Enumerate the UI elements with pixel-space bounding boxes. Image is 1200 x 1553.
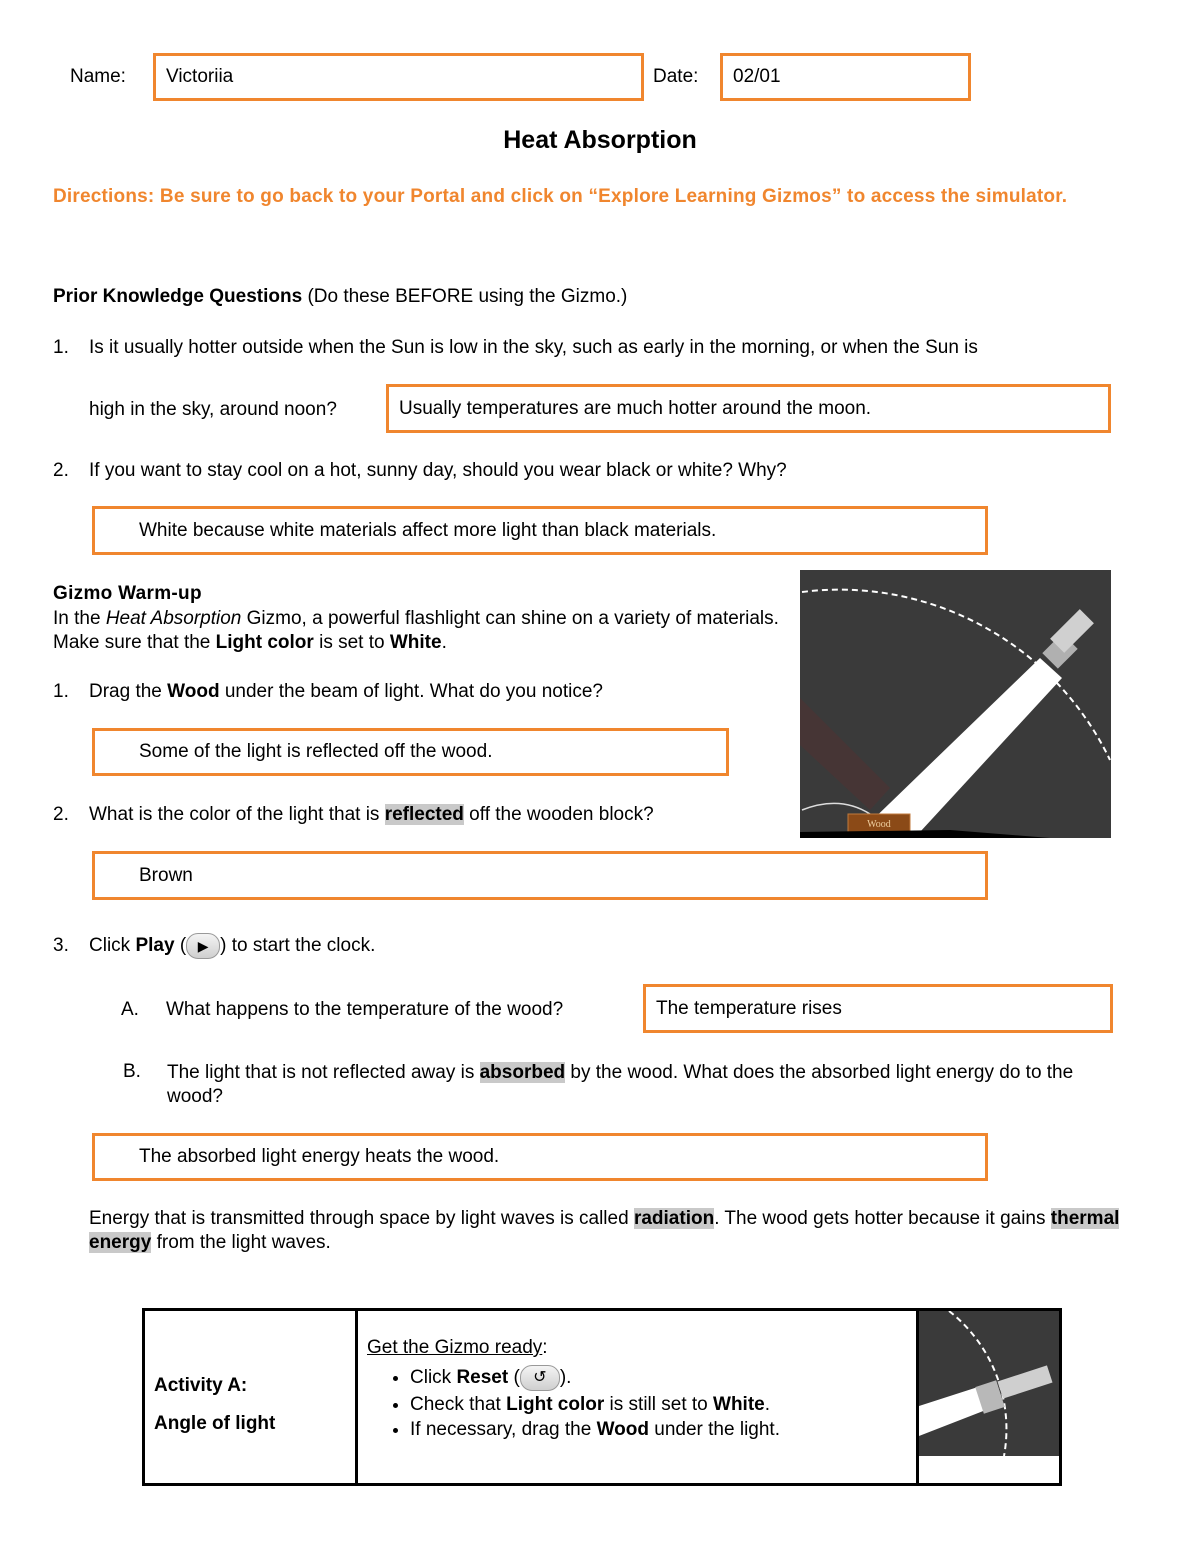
- ready-heading-colon: :: [542, 1337, 548, 1358]
- activity-label: [145, 1311, 355, 1443]
- ready-step: [410, 1365, 916, 1391]
- warmup-intro-italic: Heat Absorption: [105, 608, 242, 629]
- step-part: .: [764, 1394, 771, 1415]
- warmup-q2-text: [89, 804, 654, 826]
- warmup-qa-answer-field[interactable]: [643, 984, 1113, 1033]
- activity-ready-heading: [358, 1311, 916, 1359]
- warmup-q2-answer-field[interactable]: [92, 851, 988, 900]
- prior-q1-number: 1.: [53, 337, 69, 358]
- prior-q2-number: 2.: [53, 460, 69, 481]
- date-value: 02/01: [733, 66, 781, 87]
- ready-steps-list: [358, 1365, 916, 1441]
- warmup-q3-part: ) to start the clock.: [220, 935, 376, 957]
- warmup-q3-part: Click: [89, 935, 136, 957]
- warmup-q2-number: 2.: [53, 804, 69, 825]
- warmup-q3-part: (: [174, 935, 187, 957]
- step-part: is still set to: [604, 1394, 714, 1415]
- energy-highlight-thermal: thermal energy: [89, 1208, 1120, 1253]
- warmup-intro-bold: White: [389, 632, 442, 653]
- gizmo-wood-label: Wood: [867, 819, 891, 830]
- warmup-qb-highlight: absorbed: [479, 1062, 566, 1083]
- date-label: Date:: [653, 66, 699, 87]
- activity-label-cell: [144, 1310, 357, 1485]
- warmup-q1-number: 1.: [53, 681, 69, 702]
- warmup-intro-part: is set to: [313, 632, 390, 653]
- ready-heading-text: Get the Gizmo ready: [367, 1337, 543, 1358]
- prior-q2-text: If you want to stay cool on a hot, sunny day, should you wear black or white? Why?: [89, 460, 787, 481]
- warmup-intro-part: Gizmo, a powerful flashlight can shine on a variety of materials. Make sure that the: [53, 608, 779, 653]
- activity-table: [142, 1308, 1062, 1486]
- page-title: Heat Absorption: [503, 126, 697, 154]
- activity-image-cell: [918, 1310, 1061, 1485]
- warmup-qa-answer: The temperature rises: [656, 997, 842, 1019]
- energy-paragraph: [89, 1207, 1124, 1255]
- warmup-q2-highlight: reflected: [384, 804, 464, 825]
- warmup-qb-part: by the wood. What does the absorbed light energy do to the wood?: [167, 1062, 1074, 1107]
- play-icon: ▶: [186, 933, 220, 959]
- step-bold: Wood: [596, 1419, 649, 1440]
- name-value: Victoriia: [166, 66, 234, 87]
- warmup-qb-text: [167, 1061, 1112, 1109]
- warmup-q1-part: under the beam of light. What do you notice?: [219, 681, 603, 702]
- activity-instructions-cell: [357, 1310, 918, 1485]
- date-field[interactable]: [720, 53, 971, 101]
- prior-q1-answer: Usually temperatures are much hotter around the moon.: [399, 397, 872, 419]
- step-part: If necessary, drag the: [410, 1419, 597, 1440]
- warmup-q1-text: [89, 681, 603, 703]
- step-bold: White: [713, 1394, 765, 1415]
- warmup-q2-part: off the wooden block?: [463, 804, 654, 825]
- warmup-q1-answer-field[interactable]: [92, 728, 729, 776]
- warmup-intro: [53, 607, 788, 655]
- warmup-q3-bold: Play: [135, 935, 175, 957]
- prior-q1-line2: high in the sky, around noon?: [89, 399, 337, 420]
- warmup-qb-letter: B.: [123, 1061, 141, 1082]
- energy-highlight-radiation: radiation: [633, 1208, 715, 1229]
- step-part: Click: [410, 1367, 457, 1389]
- warmup-intro-part: In the: [53, 608, 106, 629]
- warmup-intro-part: .: [441, 632, 447, 653]
- step-part: ).: [559, 1367, 572, 1389]
- step-bold: Reset: [456, 1367, 509, 1389]
- energy-part: . The wood gets hotter because it gains: [714, 1208, 1051, 1229]
- prior-q2-answer-field[interactable]: [92, 506, 988, 555]
- prior-heading-bold: Prior Knowledge Questions: [53, 286, 303, 307]
- ready-step: [410, 1419, 916, 1441]
- energy-part: from the light waves.: [151, 1232, 331, 1253]
- name-field[interactable]: [153, 53, 644, 101]
- name-label: Name:: [70, 66, 126, 87]
- warmup-qa-text: What happens to the temperature of the wood?: [166, 999, 564, 1020]
- prior-heading-note: (Do these BEFORE using the Gizmo.): [307, 286, 628, 307]
- warmup-q1-bold: Wood: [167, 681, 220, 702]
- warmup-q3-number: 3.: [53, 935, 69, 956]
- warmup-qa-letter: A.: [121, 999, 139, 1020]
- step-bold: Light color: [506, 1394, 605, 1415]
- prior-q1-answer-field[interactable]: [386, 384, 1111, 433]
- warmup-q1-part: Drag the: [89, 681, 168, 702]
- step-part: Check that: [410, 1394, 507, 1415]
- step-part: under the light.: [649, 1419, 780, 1440]
- warmup-qb-part: The light that is not reflected away is: [167, 1062, 480, 1083]
- prior-q1-line1: Is it usually hotter outside when the Sun is low in the sky, such as early in the morning, or when the Sun is: [89, 337, 978, 358]
- activity-flashlight-image: [919, 1311, 1059, 1456]
- warmup-intro-bold: Light color: [215, 632, 314, 653]
- step-part: (: [508, 1367, 520, 1389]
- warmup-qb-answer-field[interactable]: [92, 1133, 988, 1181]
- warmup-qb-answer: The absorbed light energy heats the wood.: [139, 1146, 500, 1167]
- prior-knowledge-heading: [53, 286, 627, 308]
- prior-q2-answer: White because white materials affect more light than black materials.: [139, 519, 717, 541]
- energy-part: Energy that is transmitted through space by light waves is called: [89, 1208, 634, 1229]
- reset-icon: ↺: [520, 1365, 560, 1391]
- gizmo-flashlight-image: [800, 570, 1111, 838]
- directions-text: Directions: Be sure to go back to your Portal and click on “Explore Learning Gizmos” to access the simulator.: [53, 186, 1068, 207]
- warmup-q2-part: What is the color of the light that is: [89, 804, 385, 825]
- activity-label-line2: Angle of light: [154, 1413, 276, 1434]
- warmup-q1-answer: Some of the light is reflected off the wood.: [139, 741, 493, 762]
- gizmo-flashlight-svg: [800, 570, 1111, 838]
- warmup-heading: Gizmo Warm-up: [53, 583, 202, 604]
- warmup-q3-text: [89, 933, 375, 959]
- activity-label-line1: Activity A:: [154, 1375, 248, 1396]
- ready-step: [410, 1394, 916, 1416]
- warmup-q2-answer: Brown: [139, 864, 193, 886]
